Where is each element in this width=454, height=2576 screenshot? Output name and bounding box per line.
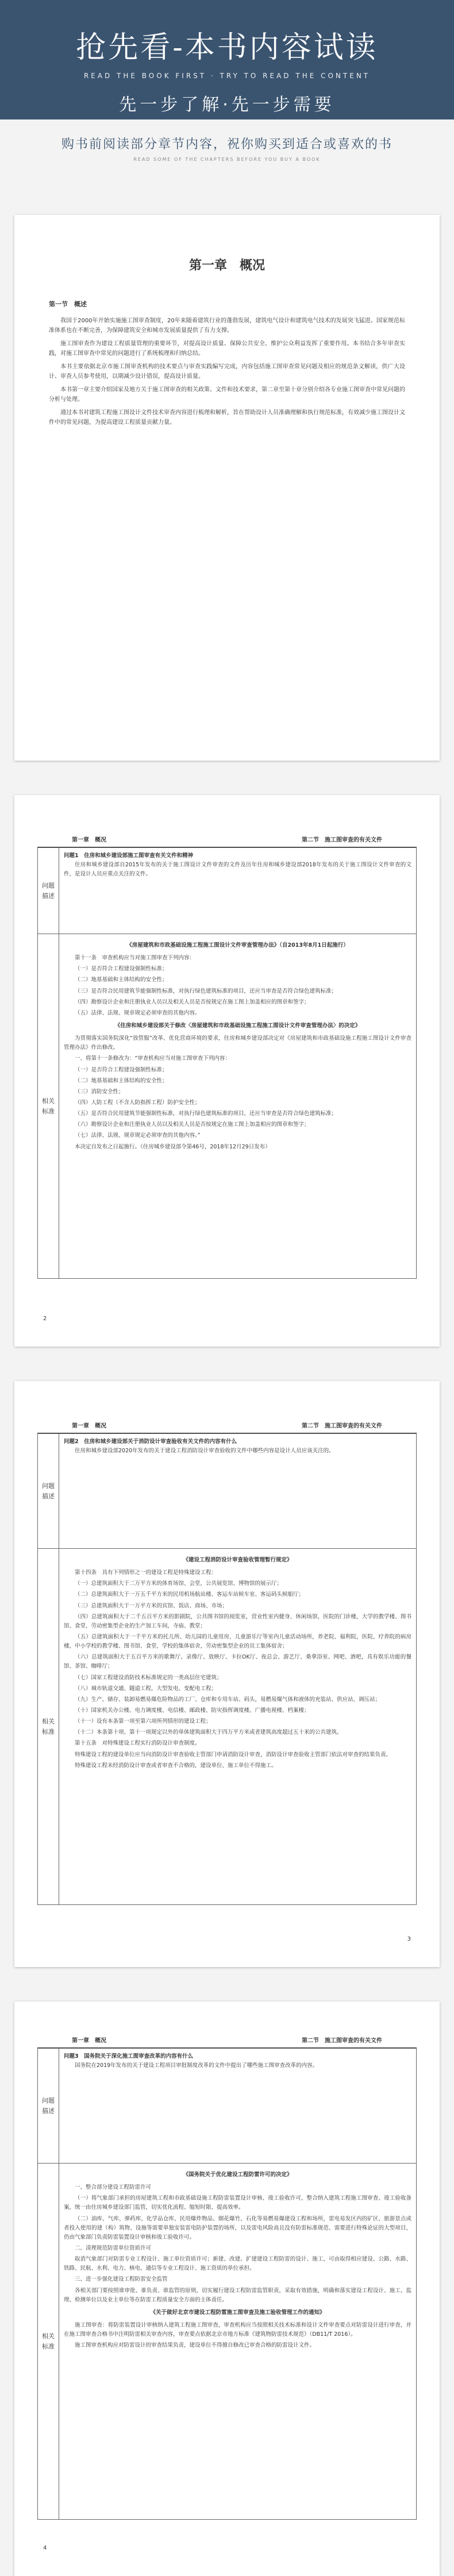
document-item: 第十五条 对特殊建设工程实行消防设计审查制度。 xyxy=(75,1740,201,1747)
document-item: （十二）本条第十项、第十一项规定以外的单体建筑面积大于四万平方米或者建筑高度超过五十米的公共建筑。 xyxy=(75,1729,343,1736)
document-item: 取消气象部门对防雷专业工程设计、施工单位资质许可；新建、改建、扩建建设工程防雷的设计、施工，可由取得相应建设、公路、水路、铁路、民航、水利、电力、核电、通信等专业工程设计、施工资质的单位承担。 xyxy=(64,2256,411,2272)
standards-label: 相关标准 xyxy=(38,2164,59,2520)
document-item: 施工图审查：将防雷装置设计审核纳入建筑工程施工图审查，审查机构应当按照相关技术标准和设计文件审查要点对防雷设计进行审查，并在施工图审查合格书中注明防雷相关审查内容，审查要点依据北京市地方标准《建筑物防雷技术规范》（DB11/T 2016）。 xyxy=(64,2322,411,2338)
section-title: 第一节 概述 xyxy=(49,300,87,308)
document-item: （四）总建筑面积大于二千五百平方米的影剧院，公共图书馆的阅览室，营业性室内健身、休闲场馆，医院的门诊楼，大学的教学楼、图书馆、食堂，劳动密集型企业的生产加工车间，寺庙、教堂； xyxy=(64,1613,411,1629)
document-title: 《住房和城乡建设部关于修改〈房屋建筑和市政基础设施工程施工图设计文件审查管理办法〉的决定》 xyxy=(114,1022,361,1029)
banner-title: 抢先看-本书内容试读 xyxy=(76,30,378,65)
document-item: （七）国家工程建设消防技术标准规定的一类高层住宅建筑； xyxy=(75,1674,222,1681)
document-item: 为贯彻落实国务院深化“放管服”改革、优化营商环境的要求，住房和城乡建设部决定对《房屋建筑和市政基础设施工程施工图设计文件审查管理办法》作出修改。 xyxy=(64,1035,411,1051)
document-item: （一）总建筑面积大于二万平方米的体育场馆、会堂，公共展览馆、博物馆的展示厅； xyxy=(75,1580,283,1587)
book-page-2 xyxy=(14,795,440,1347)
document-item: （二）总建筑面积大于一万五千平方米的民用机场航站楼、客运车站候车室、客运码头候船厅； xyxy=(75,1591,305,1598)
document-item: （三）消防安全性； xyxy=(75,1088,124,1095)
running-header xyxy=(37,2036,417,2048)
document-item: （六）勘察设计企业和注册执业人员以及相关人员是否按规定在施工图上加盖相应的图章和签字； xyxy=(75,1121,310,1128)
page-number: 3 xyxy=(407,1936,411,1942)
question-label: 问题描述 xyxy=(38,848,59,934)
document-item: （一）是否符合工程建设强制性标准； xyxy=(75,966,168,973)
document-item: （五）法律、法规、规章规定必须审查的其他内容。 xyxy=(75,1009,201,1016)
question-title: 问题2 住房和城乡建设部关于消防设计审查验收有关文件的内容有什么 xyxy=(64,1439,237,1445)
page-number: 4 xyxy=(43,2545,47,2551)
paragraph: 本书第一章主要介绍国家及地方关于施工图审查的相关政策、文件和技术要求，第二章至第十章分别介绍各专业施工图审查中常见问题的分析与处理。 xyxy=(49,387,405,403)
question-body: 住房和城乡建设部自2015年发布的关于施工图设计文件审查的文件及历年住房和城乡建设部2018年发布的关于施工图设计文件审查的文件，是设计人员应重点关注的文件。 xyxy=(64,862,411,878)
paragraph: 施工图审查作为建设工程质量管理的重要环节，对提高设计质量、保障公共安全、维护公众利益发挥了重要作用。本书结合多年审查实践，对施工图审查中常见的问题进行了系统梳理和归纳总结。 xyxy=(49,341,405,357)
document-title: 《建设工程消防设计审查验收管理暂行规定》 xyxy=(183,1557,293,1563)
document-item: 施工图审查机构应对防雷设计的审查结果负责，建设单位不得擅自修改已审查合格的防雷设计文件。 xyxy=(75,2342,316,2349)
document-item: （一）是否符合工程建设强制性标准； xyxy=(75,1066,168,1073)
running-header xyxy=(37,1421,417,1433)
document-title: 《房屋建筑和市政基础设施工程施工图设计文件审查管理办法》（自2013年8月1日起施行） xyxy=(126,942,349,948)
document-item: （五）总建筑面积大于一千平方米的托儿所、幼儿园的儿童用房，儿童游乐厅等室内儿童活动场所，养老院、福利院，医院、疗养院的病房楼，中小学校的教学楼、图书馆、食堂，学校的集体宿舍，劳动密集型企业的员工集体宿舍； xyxy=(64,1633,411,1650)
question-body: 住房和城乡建设部2020年发布的关于建设工程消防设计审查验收的文件中哪些内容是设计人员应该关注的。 xyxy=(75,1448,334,1455)
document-title: 《关于做好北京市建设工程防雷施工图审查及施工验收管理工作的通知》 xyxy=(150,2309,325,2316)
running-header xyxy=(37,835,417,847)
running-header-section: 第二节 施工图审查的有关文件 xyxy=(302,2038,382,2044)
document-item: （八）城市轨道交通、隧道工程，大型发电、变配电工程； xyxy=(75,1685,217,1692)
chapter-title: 第一章 概况 xyxy=(188,258,265,273)
document-item: （三）总建筑面积大于一万平方米的宾馆、饭店、商场、市场； xyxy=(75,1602,228,1609)
question-title: 问题1 住房和城乡建设部施工图审查有关文件和精神 xyxy=(64,853,194,859)
document-item: 一、将第十一条修改为：“审查机构应当对施工图审查下列内容： xyxy=(75,1055,230,1062)
document-item: 第十四条 具有下列情形之一的建设工程是特殊建设工程： xyxy=(75,1569,217,1576)
document-item: 特殊建设工程的建设单位应当向消防设计审查验收主管部门申请消防设计审查，消防设计审查验收主管部门依法对审查的结果负责。 xyxy=(75,1751,392,1758)
document-item: （六）总建筑面积大于五百平方米的歌舞厅、录像厅、放映厅、卡拉OK厅、夜总会、游艺厅、桑拿浴室、网吧、酒吧，具有娱乐功能的餐馆、茶馆、咖啡厅； xyxy=(64,1654,411,1670)
banner-subtitle-en: READ THE BOOK FIRST · TRY TO READ THE CONTENT xyxy=(83,72,371,80)
question-table xyxy=(37,847,417,1279)
paragraph: 我国于2000年开始实施施工图审查制度，20年来随着建筑行业的蓬勃发展，建筑电气设计和建筑电气技术的发展突飞猛进。国家规范标准体系也在不断完善，为保障建筑安全和城市发展质量提供了有力支撑。 xyxy=(49,318,405,334)
running-header-chapter: 第一章 概况 xyxy=(72,1423,106,1429)
document-item: 各相关部门要按照谁审批、谁负责、谁监管的原则，切实履行建设工程防雷监管职责，采取有效措施，明确和落实建设工程设计、施工、监理、检测单位以及业主单位等在防雷工程质量安全方面的主体责任。 xyxy=(64,2287,411,2303)
question-table xyxy=(37,2048,417,2520)
intro-text: 购书前阅读部分章节内容，祝你购买到适合或喜欢的书 xyxy=(61,137,393,152)
standards-label: 相关标准 xyxy=(38,1549,59,1905)
document-item: （一）将气象部门承担的房屋建筑工程和市政基础设施工程防雷装置设计审核、竣工验收许可，整合纳入建筑工程施工图审查、竣工验收备案，统一由住房城乡建设部门监管，切实优化流程、缩短时限、提高效率。 xyxy=(64,2195,411,2211)
question-label: 问题描述 xyxy=(38,1434,59,1549)
document-item: （十一）设有本条第一项至第六项所列情形的建设工程； xyxy=(75,1718,211,1725)
running-header-section: 第二节 施工图审查的有关文件 xyxy=(302,837,382,843)
intro xyxy=(0,119,454,198)
document-item: 第十一条 审查机构应当对施工图审查下列内容： xyxy=(75,955,195,962)
book-page-3 xyxy=(14,1381,440,1967)
paragraph: 本书主要依据北京市施工图审查机构的技术要点与审查实践编写完成，内容包括施工图审查常见问题及相应的规范条文解读，供广大设计、审查人员参考使用，以期减少设计错误，提高设计质量。 xyxy=(49,364,405,380)
document-item: （七）法律、法规、规章规定必须审查的其他内容。” xyxy=(75,1132,201,1139)
question-body: 国务院在2019年发布的关于建设工程项目审批制度改革的文件中提出了哪些施工图审查改革的内容。 xyxy=(75,2062,318,2069)
document-item: 二、清理规范防雷单位资质许可 xyxy=(75,2245,152,2251)
running-header-chapter: 第一章 概况 xyxy=(72,2038,106,2044)
question-title: 问题3 国务院关于深化施工图审查改革的内容有什么 xyxy=(64,2053,194,2060)
running-header-section: 第二节 施工图审查的有关文件 xyxy=(302,1423,382,1429)
running-header-chapter: 第一章 概况 xyxy=(72,837,106,843)
document-item: （二）地基基础和主体结构的安全性； xyxy=(75,977,168,984)
document-item: 三、进一步强化建设工程防雷安全监管 xyxy=(75,2276,168,2283)
document-item: 特殊建设工程未经消防设计审查或者审查不合格的，建设单位、施工单位不得施工。 xyxy=(75,1762,277,1769)
document-item: （二）地基基础和主体结构的安全性； xyxy=(75,1077,168,1084)
document-item: （九）生产、储存、装卸易燃易爆危险物品的工厂、仓库和专用车站、码头，易燃易爆气体和液体的充装站、供应站、调压站； xyxy=(75,1696,381,1703)
document-item: （五）是否符合民用建筑节能强制性标准，对执行绿色建筑标准的项目，还应当审查是否符合绿色建筑标准； xyxy=(75,1110,337,1117)
document-item: 本决定自发布之日起施行。（住房城乡建设部令第46号，2018年12月29日发布） xyxy=(75,1143,271,1150)
document-item: （三）是否符合民用建筑节能强制性标准，对执行绿色建筑标准的项目，还应当审查是否符合绿色建筑标准； xyxy=(75,988,337,994)
paragraph: 通过本书对建筑工程施工图设计文件技术审查内容进行梳理和解析，旨在帮助设计人员准确理解和执行规范标准，有效减少施工图设计文件中的常见问题，为提高建设工程质量贡献力量。 xyxy=(49,410,405,426)
book-page-4 xyxy=(14,2002,440,2576)
document-item: 一、整合部分建设工程防雷许可 xyxy=(75,2184,152,2191)
document-item: （四）人防工程（不含人防指挥工程）防护安全性； xyxy=(75,1099,201,1106)
document-title: 《国务院关于优化建设工程防雷许可的决定》 xyxy=(183,2172,293,2178)
question-label: 问题描述 xyxy=(38,2049,59,2164)
book-page-1 xyxy=(14,215,440,761)
document-item: （四）勘察设计企业和注册执业人员以及相关人员是否按规定在施工图上加盖相应的图章和签字； xyxy=(75,998,310,1005)
preview-banner xyxy=(0,0,454,119)
question-table xyxy=(37,1433,417,1905)
document-item: （二）油库、气库、弹药库、化学品仓库、民用爆炸物品、烟花爆竹、石化等易燃易爆建设工程和场所，雷电易发区内的矿区、旅游景点或者投入使用的建（构）筑物、设施等需要单独安装雷电防护装置的场所，以及雷电风险高且没有防雷标准规范、需要进行特殊论证的大型项目，仍由气象部门负责防雷装置设计审核和竣工验收许可。 xyxy=(64,2215,411,2240)
document-item: （十）国家机关办公楼、电力调度楼、电信楼、邮政楼、防灾指挥调度楼、广播电视楼、档案楼； xyxy=(75,1707,310,1714)
page-number: 2 xyxy=(43,1316,47,1322)
banner-slogan: 先一步了解·先一步需要 xyxy=(119,95,335,115)
standards-label: 相关标准 xyxy=(38,934,59,1279)
intro-text-en: READ SOME OF THE CHAPTERS BEFORE YOU BUY A BOOK xyxy=(133,157,321,162)
